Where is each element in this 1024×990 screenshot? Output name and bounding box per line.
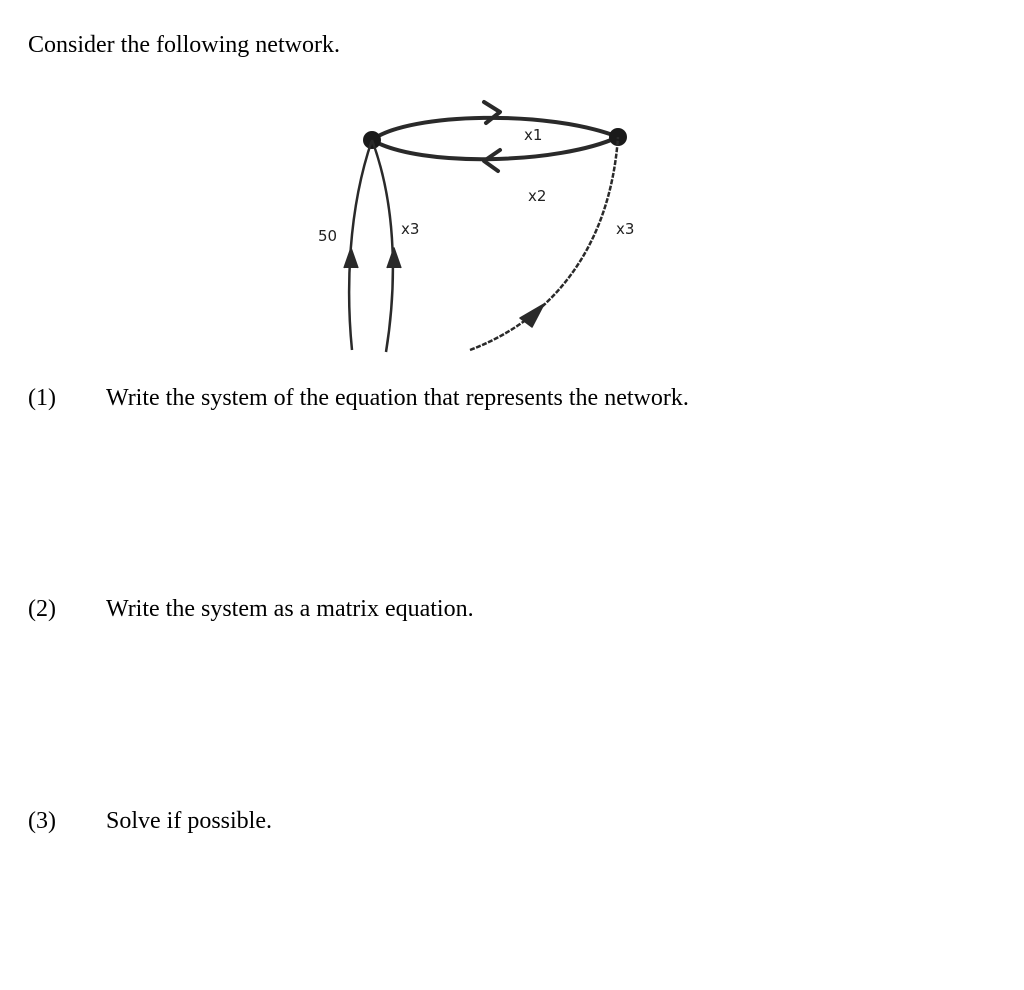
network-diagram — [300, 90, 660, 360]
edge-left-x3 — [372, 140, 393, 352]
intro-text: Consider the following network. — [28, 32, 340, 58]
question-text: Write the system of the equation that represents the network. — [106, 385, 689, 411]
edge-top-x1 — [372, 118, 618, 140]
question-number: (3) — [28, 808, 56, 834]
label-x1: x1 — [524, 126, 543, 144]
question-text: Solve if possible. — [106, 808, 272, 834]
label-x3-right: x3 — [616, 220, 635, 238]
edge-middle-x2 — [372, 137, 618, 159]
arrow-up-icon — [387, 248, 401, 268]
edge-left-inflow-50 — [349, 140, 372, 350]
arrow-up-right-icon — [520, 304, 544, 327]
label-x2: x2 — [528, 187, 547, 205]
question-number: (2) — [28, 596, 56, 622]
question-number: (1) — [28, 385, 56, 411]
question-text: Write the system as a matrix equation. — [106, 596, 474, 622]
label-50: 50 — [318, 227, 338, 245]
arrow-up-icon — [344, 248, 358, 268]
label-x3-left: x3 — [401, 220, 420, 238]
